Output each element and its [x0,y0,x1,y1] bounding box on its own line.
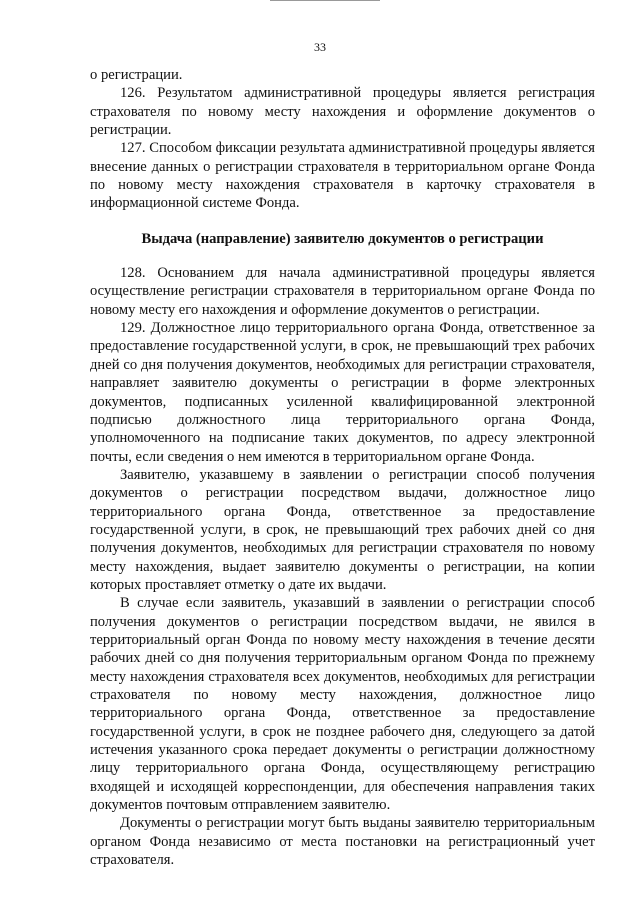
paragraph-126: 126. Результатом административной процедуры является регистрация страхователя по новому месту нахождения и оформление документов о регистрации. [90,85,595,139]
paragraph-applicant-absent: В случае если заявитель, указавший в заявлении о регистрации способ получения документов о регистрации посредством выдачи, не явился в территориальный орган Фонда по новому месту нахождения в течение десяти рабочих дней со дня получения территориальным органом Фонда по прежнему месту нахождения страхователя всех документов, необходимых для регистрации страхователя по новому месту нахождения, должностное лицо территориального органа Фонда, ответственное за предоставление государственной услуги, в срок не позднее рабочего дня, следующего за датой истечения указанного срока передает документы о регистрации должностному лицу территориального органа Фонда, осуществляющему регистрацию входящей и исходящей корреспонденции, для обеспечения направления таких документов почтовым отправлением заявителю. [90,595,595,814]
paragraph-128: 128. Основанием для начала административной процедуры является осуществление регистрации страхователя в территориальном органе Фонда по новому месту его нахождения и оформление документов о регистрации. [90,265,595,318]
paragraph-127: 127. Способом фиксации результата административной процедуры является внесение данных о регистрации страхователя в территориальном органе Фонда по новому месту нахождения страхователя в карточку страхователя в информационной системе Фонда. [90,140,595,212]
paragraph-129: 129. Должностное лицо территориального органа Фонда, ответственное за предоставление государственной услуги, в срок, не превышающий трех рабочих дней со дня получения документов, необходимых для регистрации страхователя, направляет заявителю документы о регистрации в форме электронных документов, подписанных усиленной квалифицированной электронной подписью должностного лица территориального органа Фонда, уполномоченного на подписание таких документов, по адресу электронной почты, если сведения о нем имеются в территориальном органе Фонда. [90,320,595,465]
paragraph-any-office: Документы о регистрации могут быть выданы заявителю территориальным органом Фонда независимо от места постановки на регистрационный учет страхователя. [90,815,595,869]
document-body [90,66,595,869]
paragraph-continuation: о регистрации. [90,67,183,83]
paragraph-issue-in-person: Заявителю, указавшему в заявлении о регистрации способ получения документов о регистрации посредством выдачи, должностное лицо территориального органа Фонда, ответственное за предоставление государственной услуги, в срок, не превышающий трех рабочих дней со дня получения документов, необходимых для регистрации страхователя по новому месту нахождения, выдает заявителю документы о регистрации, на копии которых проставляет отметку о дате их выдачи. [90,466,595,593]
page-number: 33 [314,40,326,54]
top-edge-rule [270,0,380,1]
section-heading: Выдача (направление) заявителю документов о регистрации [141,230,544,247]
